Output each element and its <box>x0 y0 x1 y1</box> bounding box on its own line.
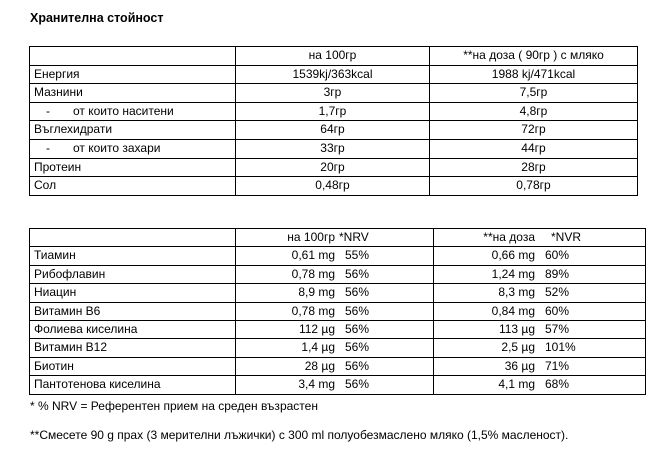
nrv-percent: 56% <box>345 340 370 355</box>
value-per-100g: 1,4 µg <box>301 340 335 355</box>
value-per-dose: 4,8гр <box>430 102 638 121</box>
nvr-percent: 89% <box>545 266 570 281</box>
value-per-dose: 2,5 µg <box>501 340 535 355</box>
per-100g-cell <box>236 247 434 265</box>
header-per-100g: на 100гр <box>236 47 430 66</box>
per-dose-cell <box>434 339 646 357</box>
per-100g-cell <box>236 284 434 302</box>
header-empty-cell <box>30 47 236 66</box>
value-per-dose: 1,24 mg <box>491 266 535 281</box>
value-per-dose: 0,78гр <box>430 177 638 196</box>
table-row <box>30 302 646 320</box>
row-label: Биотин <box>30 357 236 375</box>
per-100g-cell <box>236 321 434 339</box>
value-per-dose: 0,66 mg <box>491 248 535 263</box>
row-label: Витамин B6 <box>30 302 236 320</box>
nrv-percent: 56% <box>345 266 370 281</box>
value-per-dose: 72гр <box>430 121 638 140</box>
nutrition-table <box>29 46 638 196</box>
value-per-dose: 28гр <box>430 158 638 177</box>
table-row <box>30 339 646 357</box>
row-label: Ниацин <box>30 284 236 302</box>
table-row <box>30 84 638 103</box>
per-dose-cell <box>434 247 646 265</box>
table-row <box>30 65 638 84</box>
row-label: Витамин B12 <box>30 339 236 357</box>
per-100g-cell <box>236 265 434 283</box>
footnote-dose: **Смесете 90 g прах (3 мерителни лъжички) с 300 ml полуобезмаслено мляко (1,5% масленост). <box>30 428 569 442</box>
table-row <box>30 265 646 283</box>
value-per-dose: 8,3 mg <box>498 285 535 300</box>
nrv-percent: 56% <box>345 285 370 300</box>
value-per-100g: 0,78 mg <box>291 303 335 318</box>
value-per-100g: 20гр <box>236 158 430 177</box>
table-header-row <box>30 47 638 66</box>
row-label-sub <box>30 139 236 158</box>
table-row <box>30 158 638 177</box>
per-dose-cell <box>434 302 646 320</box>
table-row <box>30 357 646 375</box>
row-label: Въглехидрати <box>30 121 236 140</box>
header-per-100g: на 100гр <box>287 230 335 244</box>
dash-marker: - <box>46 103 50 118</box>
header-per-100g-cell <box>236 229 434 247</box>
value-per-dose: 4,1 mg <box>498 377 535 392</box>
value-per-100g: 33гр <box>236 139 430 158</box>
value-per-100g: 112 µg <box>298 322 335 337</box>
row-label: Рибофлавин <box>30 265 236 283</box>
table-header-row <box>30 229 646 247</box>
nvr-percent: 60% <box>545 303 570 318</box>
nrv-percent: 55% <box>345 248 370 263</box>
per-dose-cell <box>434 321 646 339</box>
nvr-percent: 101% <box>545 340 576 355</box>
footnote-nrv: * % NRV = Референтен прием на среден възрастен <box>30 399 318 413</box>
page-title: Хранителна стойност <box>30 11 164 25</box>
nvr-percent: 71% <box>545 358 570 373</box>
row-label: от които захари <box>73 140 161 155</box>
per-100g-cell <box>236 357 434 375</box>
value-per-100g: 3гр <box>236 84 430 103</box>
per-100g-cell <box>236 302 434 320</box>
value-per-100g: 1,7гр <box>236 102 430 121</box>
row-label: Протеин <box>30 158 236 177</box>
nrv-percent: 56% <box>345 377 370 392</box>
value-per-dose: 7,5гр <box>430 84 638 103</box>
value-per-dose: 113 µg <box>498 322 535 337</box>
row-label: Енергия <box>30 65 236 84</box>
nrv-percent: 56% <box>345 358 370 373</box>
nvr-percent: 60% <box>545 248 570 263</box>
header-nrv: *NRV <box>339 230 369 244</box>
nvr-percent: 68% <box>545 377 570 392</box>
table-row <box>30 284 646 302</box>
table-row <box>30 139 638 158</box>
per-dose-cell <box>434 284 646 302</box>
header-nvr: *NVR <box>551 230 582 244</box>
per-dose-cell <box>434 265 646 283</box>
nrv-percent: 56% <box>345 303 370 318</box>
header-per-dose: **на доза <box>483 230 535 244</box>
row-label: от които наситени <box>73 103 174 118</box>
value-per-dose: 1988 kj/471kcal <box>430 65 638 84</box>
row-label-sub <box>30 102 236 121</box>
value-per-dose: 36 µg <box>504 358 535 373</box>
row-label: Фолиева киселина <box>30 321 236 339</box>
vitamins-table <box>29 228 646 395</box>
value-per-100g: 0,61 mg <box>291 248 335 263</box>
value-per-100g: 8,9 mg <box>298 285 335 300</box>
row-label: Тиамин <box>30 247 236 265</box>
value-per-dose: 44гр <box>430 139 638 158</box>
table-row <box>30 376 646 394</box>
header-empty-cell <box>30 229 236 247</box>
value-per-100g: 3,4 mg <box>298 377 335 392</box>
table-row <box>30 121 638 140</box>
table-row <box>30 177 638 196</box>
row-label: Сол <box>30 177 236 196</box>
value-per-100g: 1539kj/363kcal <box>236 65 430 84</box>
table-row <box>30 247 646 265</box>
table-row <box>30 102 638 121</box>
nvr-percent: 52% <box>545 285 570 300</box>
per-dose-cell <box>434 357 646 375</box>
row-label: Мазнини <box>30 84 236 103</box>
per-100g-cell <box>236 339 434 357</box>
table-row <box>30 321 646 339</box>
header-per-dose: **на доза ( 90гр ) с мляко <box>430 47 638 66</box>
value-per-100g: 0,48гр <box>236 177 430 196</box>
row-label: Пантотенова киселина <box>30 376 236 394</box>
dash-marker: - <box>46 140 50 155</box>
nvr-percent: 57% <box>545 322 570 337</box>
value-per-100g: 28 µg <box>304 358 335 373</box>
value-per-100g: 64гр <box>236 121 430 140</box>
header-per-dose-cell <box>434 229 646 247</box>
value-per-dose: 0,84 mg <box>491 303 535 318</box>
value-per-100g: 0,78 mg <box>291 266 335 281</box>
per-100g-cell <box>236 376 434 394</box>
per-dose-cell <box>434 376 646 394</box>
nrv-percent: 56% <box>345 322 370 337</box>
